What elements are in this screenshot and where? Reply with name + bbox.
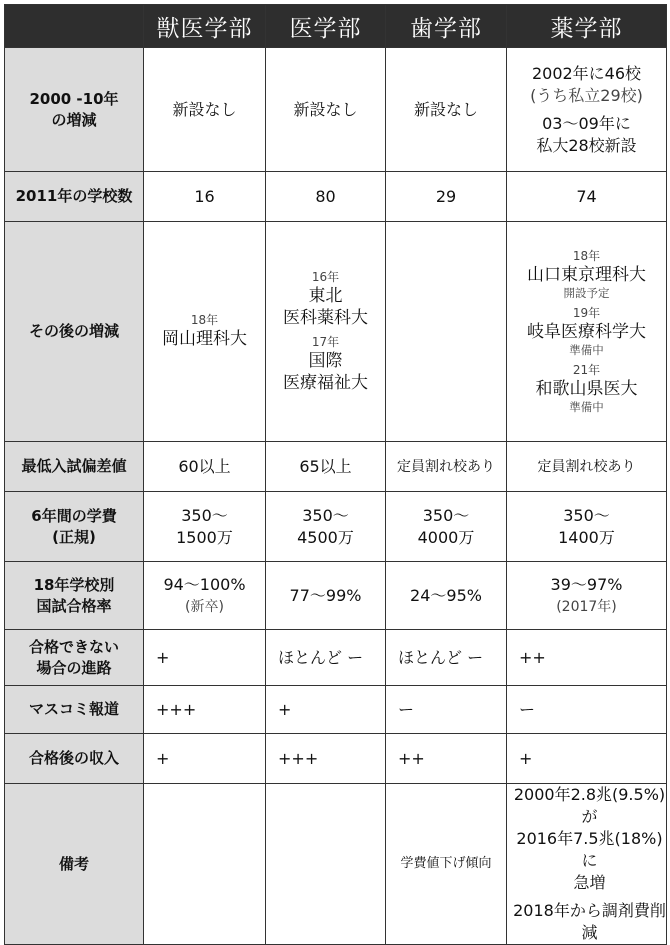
cell-pharm: + (507, 734, 667, 784)
row-header-line: (正規) (52, 527, 96, 546)
school-name: 山口東京理科大 (527, 265, 646, 285)
row-header-line: 合格できない (28, 637, 119, 656)
header-corner (5, 5, 144, 48)
year-label: 18年 (190, 313, 219, 327)
row-header-media: マスコミ報道 (5, 686, 144, 734)
row-header-later-change: その後の増減 (5, 222, 144, 442)
school-name: 医療福祉大 (283, 372, 368, 393)
cell-vet (144, 222, 266, 442)
cell-pharm: 定員割れ校あり (507, 442, 667, 492)
row-header-change-2000-10 (5, 48, 144, 172)
cell-med: ほとんど ー (266, 630, 386, 686)
row-career-fail (5, 630, 667, 686)
cell-vet (144, 784, 266, 945)
note-line: 2018年から調剤費削減 (513, 901, 666, 942)
cell-med: 新設なし (266, 48, 386, 172)
cell-dent: ー (386, 686, 507, 734)
row-schools-2011 (5, 172, 667, 222)
school-name: 国際 (308, 350, 343, 371)
row-income (5, 734, 667, 784)
cell-pharm: ー (507, 686, 667, 734)
cell-pharm (507, 784, 667, 945)
cell-dent: ++ (386, 734, 507, 784)
row-header-min-score: 最低入試偏差値 (5, 442, 144, 492)
cell-dent: 29 (386, 172, 507, 222)
year-label: 17年 (311, 334, 340, 349)
cell-vet: + (144, 734, 266, 784)
year-label: 16年 (311, 269, 340, 284)
cell-med: 80 (266, 172, 386, 222)
cell-dent: 定員割れ校あり (386, 442, 507, 492)
school-name: 和歌山県医大 (535, 379, 638, 399)
cell-med (266, 784, 386, 945)
header-vet: 獣医学部 (144, 5, 266, 48)
cell-vet: 60以上 (144, 442, 266, 492)
row-header-career-fail (5, 630, 144, 686)
row-header-income: 合格後の収入 (5, 734, 144, 784)
header-med: 医学部 (266, 5, 386, 48)
cell-med: 77〜99% (266, 562, 386, 630)
cell-dent: 24〜95% (386, 562, 507, 630)
school-name: 医科薬科大 (283, 307, 368, 328)
cell-dent (386, 222, 507, 442)
cell-line: 350〜 (563, 505, 610, 525)
cell-dent: 新設なし (386, 48, 507, 172)
cell-vet: +++ (144, 686, 266, 734)
cell-dent: ほとんど ー (386, 630, 507, 686)
school-name: 岐阜医療科学大 (527, 322, 646, 342)
cell-pharm: 74 (507, 172, 667, 222)
cell-line: 4000万 (417, 527, 475, 547)
cell-med: 65以上 (266, 442, 386, 492)
status-label: 準備中 (569, 400, 604, 414)
cell-line: 94〜100% (163, 574, 246, 594)
row-later-change (5, 222, 667, 442)
school-name: 岡山理科大 (162, 329, 247, 349)
cell-vet: + (144, 630, 266, 686)
cell-pharm (507, 492, 667, 562)
row-tuition (5, 492, 667, 562)
cell-med: +++ (266, 734, 386, 784)
row-pass-rate (5, 562, 667, 630)
row-header-line: 場合の進路 (36, 658, 112, 677)
status-label: 開設予定 (563, 286, 610, 300)
cell-med (266, 492, 386, 562)
cell-dent (386, 492, 507, 562)
cell-line: 39〜97% (550, 574, 623, 594)
row-change-2000-10 (5, 48, 667, 172)
cell-pharm (507, 562, 667, 630)
cell-med: + (266, 686, 386, 734)
cell-line: 4500万 (297, 527, 354, 547)
cell-pharm (507, 48, 667, 172)
cell-line: 350〜 (302, 505, 349, 525)
cell-dent: 学費値下げ傾向 (386, 784, 507, 945)
row-header-line: の増減 (51, 110, 97, 129)
cell-line: 350〜 (181, 505, 228, 525)
comparison-table (4, 4, 667, 945)
cell-line: 03〜09年に (542, 113, 631, 133)
note-line: 急増 (573, 873, 606, 892)
year-label: 19年 (572, 306, 601, 320)
header-row (5, 5, 667, 48)
row-notes (5, 784, 667, 945)
cell-vet: 16 (144, 172, 266, 222)
cell-vet (144, 562, 266, 630)
year-label: 21年 (572, 363, 601, 377)
cell-vet: 新設なし (144, 48, 266, 172)
row-header-schools-2011: 2011年の学校数 (5, 172, 144, 222)
row-header-line: 6年間の学費 (31, 506, 117, 525)
header-pharm: 薬学部 (507, 5, 667, 48)
cell-line: 1500万 (176, 527, 233, 547)
row-header-notes: 備考 (5, 784, 144, 945)
cell-line: 350〜 (422, 505, 470, 525)
cell-line: (新卒) (185, 598, 224, 615)
row-header-tuition (5, 492, 144, 562)
school-name: 東北 (308, 285, 343, 306)
note-line: 2000年2.8兆(9.5%)が (513, 785, 666, 826)
status-label: 準備中 (569, 343, 604, 357)
cell-pharm (507, 222, 667, 442)
note-line: 2016年7.5兆(18%)に (516, 829, 663, 870)
cell-line: 私大28校新設 (536, 135, 637, 155)
row-header-line: 国試合格率 (36, 596, 112, 615)
row-header-line: 2000 -10年 (29, 89, 119, 108)
row-header-pass-rate (5, 562, 144, 630)
header-dent: 歯学部 (386, 5, 507, 48)
cell-med (266, 222, 386, 442)
cell-line: 2002年に46校 (531, 63, 642, 83)
cell-line: (2017年) (556, 598, 617, 615)
row-media (5, 686, 667, 734)
cell-vet (144, 492, 266, 562)
cell-pharm: ++ (507, 630, 667, 686)
row-header-line: 18年学校別 (33, 575, 115, 594)
cell-line: 1400万 (558, 527, 615, 547)
cell-line: (うち私立29校) (530, 85, 643, 105)
row-min-score (5, 442, 667, 492)
year-label: 18年 (572, 249, 601, 263)
